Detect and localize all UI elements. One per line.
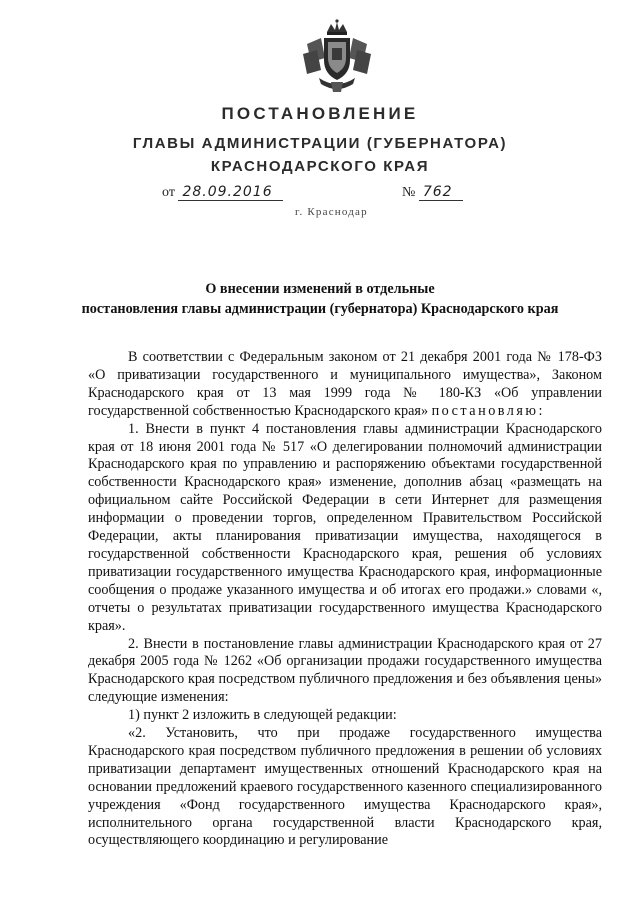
- number-line: [402, 184, 463, 201]
- date-line: [162, 184, 283, 201]
- date-prefix: от: [162, 185, 175, 200]
- document-type-heading: ПОСТАНОВЛЕНИЕ: [221, 104, 419, 123]
- crest-emblem-icon: [297, 18, 377, 98]
- paragraph-item-2: 2. Внести в постановление главы администрации Краснодарского края от 27 декабря 2005 года № 1262 «Об организации продажи государственного имущества Краснодарского края посредством публичного предложения и без объявления цены» следующие изменения:: [88, 635, 602, 706]
- document-date: 28.09.2016: [178, 184, 282, 201]
- preamble-text: В соответствии с Федеральным законом от 21 декабря 2001 года № 178-ФЗ «О приватизации государственного и муниципального имущества», Законом Краснодарского края от 13 мая 1999 года № 180-КЗ «Об управлении государственной собственностью Краснодарского края»: [88, 349, 602, 419]
- document-title-line-2: постановления главы администрации (губернатора) Краснодарского края: [81, 301, 559, 317]
- document-body: [88, 349, 602, 850]
- paragraph-item-1: 1. Внести в пункт 4 постановления главы администрации Краснодарского края от 18 июня 2001 года № 517 «О делегировании полномочий администрации Краснодарского края по управлению и распоряжению объектами государственной собственности Краснодарского края» изменение, дополнив абзац «размещать на официальном сайте Российской Федерации в сети Интернет для размещения информации о проведении торгов, определенном Правительством Российской Федерации, акты планирования приватизации имущества, находящегося в государственной собственности Краснодарского края, решения об условиях приватизации государственного имущества Краснодарского края, информационные сообщения о продаже указанного имущества и об итогах его продажи.» словами «, отчеты о результатах приватизации государственного имущества Краснодарского края».: [88, 420, 602, 634]
- number-prefix: №: [402, 185, 416, 200]
- issuer-heading: ГЛАВЫ АДМИНИСТРАЦИИ (ГУБЕРНАТОРА): [132, 135, 508, 152]
- paragraph-quote: «2. Установить, что при продаже государственного имущества Краснодарского края посредством публичного предложения в решении об условиях приватизации департамент имущественных отношений Краснодарского края на основании предложений краевого государственного казенного специализированного учреждения «Фонд государственного имущества Краснодарского края», исполнительного органа государственной власти Краснодарского края, осуществляющего координацию и регулирование: [88, 725, 602, 849]
- resolve-word: постановляю:: [431, 402, 545, 419]
- city-label: г. Краснодар: [295, 206, 368, 218]
- region-heading: КРАСНОДАРСКОГО КРАЯ: [210, 158, 430, 175]
- paragraph-subitem-1: 1) пункт 2 изложить в следующей редакции:: [128, 707, 397, 724]
- document-number: 762: [419, 184, 463, 201]
- paragraph-preamble: [88, 349, 602, 421]
- document-title-line-1: О внесении изменений в отдельные: [205, 281, 435, 297]
